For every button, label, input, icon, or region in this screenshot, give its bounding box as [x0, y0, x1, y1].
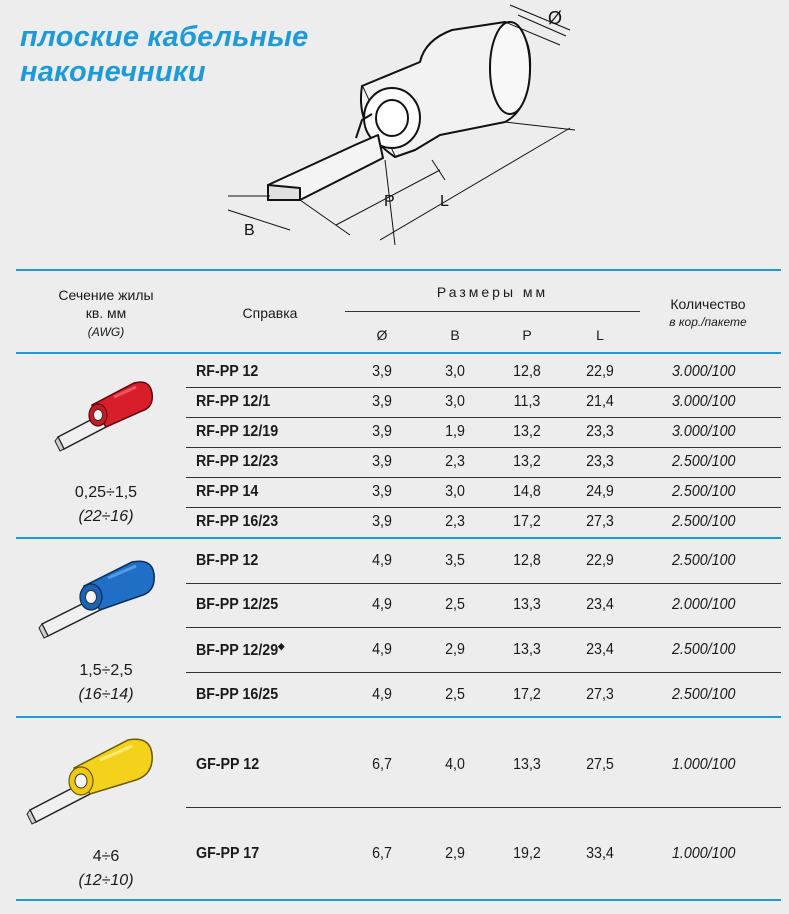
section-label-red	[36, 481, 176, 529]
row-p: 13,2	[513, 423, 541, 440]
row-p: 12,8	[513, 363, 541, 380]
row-reference: GF-PP 12	[196, 756, 260, 773]
row-l: 27,3	[586, 686, 614, 703]
row-reference: RF-PP 12/19	[196, 423, 279, 440]
row-quantity: 2.500/100	[672, 483, 736, 500]
blue-terminal-icon	[36, 552, 166, 642]
table-bottom-rule	[16, 899, 781, 901]
row-p: 19,2	[513, 845, 541, 862]
row-quantity: 2.500/100	[672, 686, 736, 703]
row-b: 3,0	[445, 483, 465, 500]
row-diameter: 4,9	[372, 552, 392, 569]
row-l: 27,3	[586, 513, 614, 530]
row-diameter: 4,9	[372, 641, 392, 658]
row-b: 2,9	[445, 641, 465, 658]
row-l: 23,4	[586, 641, 614, 658]
diagram-label-p: P	[384, 193, 395, 210]
row-p: 17,2	[513, 513, 541, 530]
row-diameter: 4,9	[372, 596, 392, 613]
row-reference: RF-PP 12	[196, 363, 259, 380]
row-b: 2,3	[445, 453, 465, 470]
row-reference	[196, 641, 285, 660]
diamond-mark-icon: ◆	[278, 641, 285, 651]
header-col-d: Ø	[376, 327, 388, 343]
section-value: 1,5÷2,5	[79, 662, 133, 679]
yellow-terminal-icon	[24, 730, 164, 830]
row-b: 2,9	[445, 845, 465, 862]
section-value: 4÷6	[92, 848, 120, 865]
row-reference: BF-PP 16/25	[196, 686, 279, 703]
row-rule	[186, 672, 781, 673]
row-b: 1,9	[445, 423, 465, 440]
row-b: 2,5	[445, 686, 465, 703]
red-terminal-icon	[52, 375, 162, 455]
row-diameter: 3,9	[372, 513, 392, 530]
header-bottom-rule	[16, 352, 781, 354]
row-b: 3,0	[445, 363, 465, 380]
row-p: 13,2	[513, 453, 541, 470]
row-p: 14,8	[513, 483, 541, 500]
row-p: 11,3	[513, 393, 541, 410]
row-rule	[186, 447, 781, 448]
section-label-yellow	[36, 845, 176, 893]
row-rule	[186, 807, 781, 808]
row-l: 24,9	[586, 483, 614, 500]
header-col-b: B	[450, 327, 460, 343]
header-quantity	[648, 296, 768, 331]
row-reference: RF-PP 12/23	[196, 453, 279, 470]
diagram-label-l: L	[440, 193, 449, 210]
row-diameter: 3,9	[372, 423, 392, 440]
row-quantity: 1.000/100	[672, 845, 736, 862]
row-l: 21,4	[586, 393, 614, 410]
title-line-1: плоские кабельные	[20, 21, 309, 53]
row-b: 4,0	[445, 756, 465, 773]
row-l: 23,4	[586, 596, 614, 613]
section-label-blue	[36, 659, 176, 707]
section-awg: (22÷16)	[78, 508, 134, 525]
terminal-drawing	[215, 0, 595, 260]
header-section-line2: кв. мм	[85, 305, 127, 321]
row-diameter: 3,9	[372, 363, 392, 380]
header-section	[36, 286, 176, 341]
row-l: 22,9	[586, 552, 614, 569]
row-p: 12,8	[513, 552, 541, 569]
row-quantity: 2.500/100	[672, 641, 736, 658]
row-quantity: 3.000/100	[672, 393, 736, 410]
row-b: 2,3	[445, 513, 465, 530]
row-quantity: 3.000/100	[672, 363, 736, 380]
row-reference: RF-PP 16/23	[196, 513, 279, 530]
diagram-label-diameter: Ø	[548, 8, 563, 28]
row-reference: RF-PP 12/1	[196, 393, 271, 410]
row-quantity: 2.000/100	[672, 596, 736, 613]
row-reference: RF-PP 14	[196, 483, 259, 500]
row-b: 3,0	[445, 393, 465, 410]
row-quantity: 2.500/100	[672, 552, 736, 569]
header-col-l: L	[596, 327, 604, 343]
row-reference: BF-PP 12	[196, 552, 259, 569]
row-reference: BF-PP 12/25	[196, 596, 279, 613]
row-rule	[186, 477, 781, 478]
row-diameter: 3,9	[372, 393, 392, 410]
row-quantity: 1.000/100	[672, 756, 736, 773]
row-p: 17,2	[513, 686, 541, 703]
row-rule	[186, 417, 781, 418]
section-value: 0,25÷1,5	[74, 484, 138, 501]
section-awg: (16÷14)	[78, 686, 134, 703]
header-quantity-line2: в кор./пакете	[669, 315, 747, 329]
header-col-p: P	[522, 327, 532, 343]
row-rule	[186, 583, 781, 584]
title-line-2: наконечники	[20, 56, 206, 88]
row-l: 23,3	[586, 453, 614, 470]
row-rule	[186, 627, 781, 628]
header-sizes-rule	[345, 311, 640, 312]
section-awg: (12÷10)	[78, 872, 134, 889]
row-diameter: 4,9	[372, 686, 392, 703]
row-reference-text: BF-PP 12/29	[196, 642, 279, 660]
row-l: 27,5	[586, 756, 614, 773]
row-diameter: 3,9	[372, 483, 392, 500]
row-diameter: 3,9	[372, 453, 392, 470]
row-l: 22,9	[586, 363, 614, 380]
row-l: 23,3	[586, 423, 614, 440]
header-quantity-line1: Количество	[670, 296, 746, 312]
row-p: 13,3	[513, 641, 541, 658]
row-diameter: 6,7	[372, 845, 392, 862]
row-quantity: 2.500/100	[672, 513, 736, 530]
header-sizes: Размеры мм	[436, 284, 549, 300]
header-reference: Справка	[242, 305, 298, 321]
row-p: 13,3	[513, 596, 541, 613]
table-top-rule	[16, 269, 781, 271]
diagram-label-b: B	[244, 222, 255, 239]
row-quantity: 2.500/100	[672, 453, 736, 470]
row-b: 2,5	[445, 596, 465, 613]
header-section-line1: Сечение жилы	[58, 287, 154, 303]
row-quantity: 3.000/100	[672, 423, 736, 440]
row-p: 13,3	[513, 756, 541, 773]
group-rule	[16, 537, 781, 539]
row-rule	[186, 387, 781, 388]
row-diameter: 6,7	[372, 756, 392, 773]
row-reference: GF-PP 17	[196, 845, 260, 862]
row-b: 3,5	[445, 552, 465, 569]
row-l: 33,4	[586, 845, 614, 862]
row-rule	[186, 507, 781, 508]
header-section-awg: (AWG)	[87, 325, 125, 339]
group-rule	[16, 716, 781, 718]
